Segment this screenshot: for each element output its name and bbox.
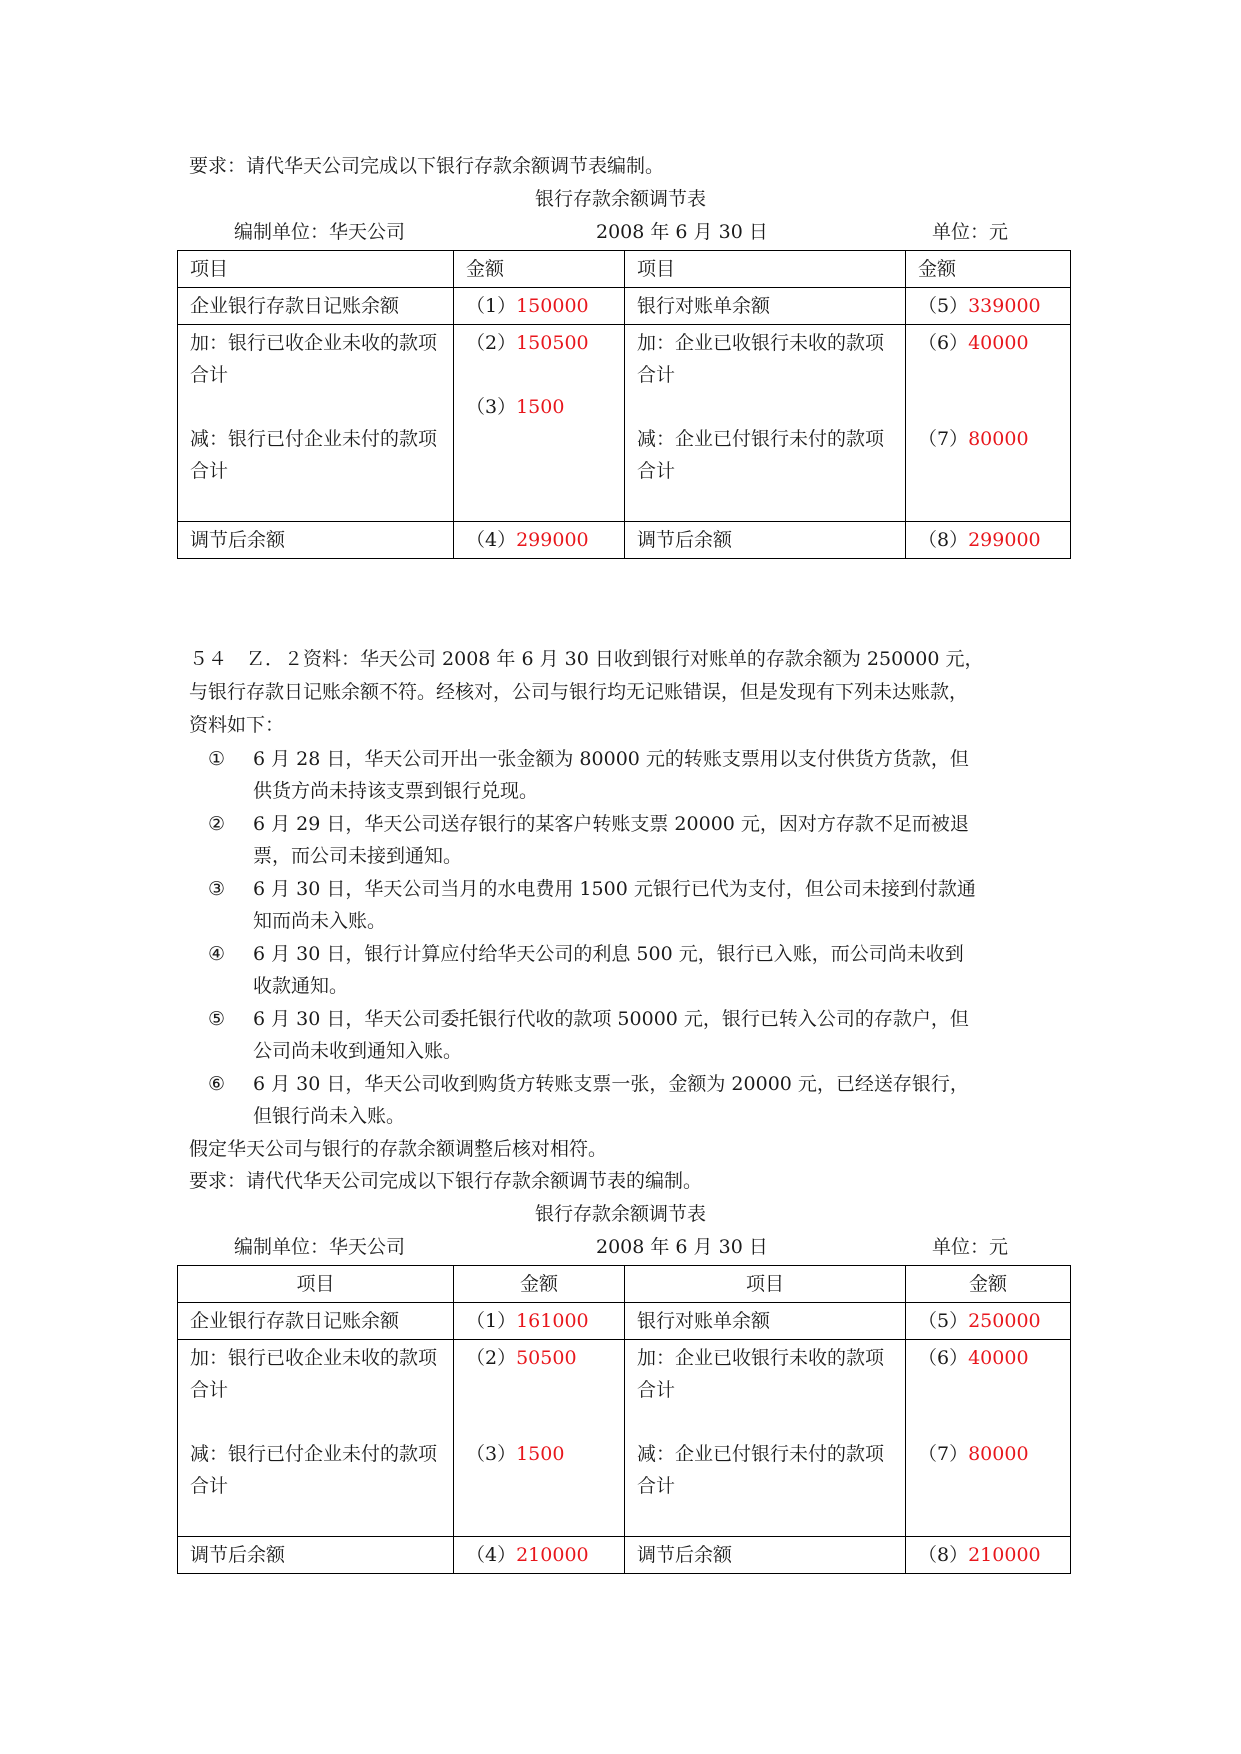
row-item-adjustments bbox=[178, 325, 454, 522]
row-amount-adjustments: （2）50500 （3）1500 bbox=[454, 1340, 625, 1537]
unit-left-1: 编制单位：华天公司 bbox=[234, 221, 406, 243]
answer-value: 250000 bbox=[968, 1310, 1041, 1332]
row-item: 调节后余额 bbox=[178, 522, 454, 559]
item-mark: ⑤ bbox=[208, 1008, 226, 1030]
answer-value: 299000 bbox=[516, 529, 589, 551]
answer-value: 210000 bbox=[968, 1544, 1041, 1566]
item-mark: ④ bbox=[208, 943, 226, 965]
date-2: 2008 年 6 月 30 日 bbox=[596, 1236, 768, 1258]
sub-item: 减：银行已付企业未付的款项合计 bbox=[190, 428, 438, 482]
header-item: 项目 bbox=[178, 251, 454, 288]
intro-line-3: 资料如下： bbox=[189, 714, 285, 736]
answer-value: 299000 bbox=[968, 529, 1041, 551]
answer-value: 339000 bbox=[968, 295, 1041, 317]
reconciliation-table-2 bbox=[177, 1265, 1071, 1574]
header-amount: 金额 bbox=[906, 1266, 1071, 1303]
table-header-row bbox=[178, 1266, 1071, 1303]
answer-value: 150000 bbox=[516, 295, 589, 317]
item-mark: ⑥ bbox=[208, 1073, 226, 1095]
header-item: 项目 bbox=[178, 1266, 454, 1303]
row-item: 银行对账单余额 bbox=[625, 1303, 906, 1340]
row-item: 调节后余额 bbox=[178, 1537, 454, 1574]
row-item-adjustments bbox=[625, 325, 906, 522]
header-item: 项目 bbox=[625, 251, 906, 288]
answer-value: 1500 bbox=[516, 396, 565, 418]
answer-value: 1500 bbox=[516, 1443, 565, 1465]
sub-item: 减：企业已付银行未付的款项合计 bbox=[637, 1443, 885, 1497]
add-item: 加：企业已收银行未收的款项合计 bbox=[637, 1347, 885, 1401]
row-amount-adjustments: （6）40000 （7）80000 bbox=[906, 325, 1071, 522]
add-item: 加：银行已收企业未收的款项合计 bbox=[190, 332, 438, 386]
intro-line-2: 与银行存款日记账余额不符。经核对，公司与银行均无记账错误，但是发现有下列未达账款， bbox=[189, 681, 969, 703]
item-mark: ① bbox=[208, 748, 226, 770]
answer-value: 40000 bbox=[968, 1347, 1029, 1369]
requirement-1: 要求：请代华天公司完成以下银行存款余额调节表编制。 bbox=[189, 155, 665, 177]
unit-right-1: 单位：元 bbox=[932, 221, 1009, 243]
row-amount-adjustments: （6）40000 （7）80000 bbox=[906, 1340, 1071, 1537]
intro-line-1: ５４ Ｚ．２资料：华天公司 2008 年 6 月 30 日收到银行对账单的存款余额为 250000 元， bbox=[189, 648, 984, 670]
header-item: 项目 bbox=[625, 1266, 906, 1303]
add-item: 加：企业已收银行未收的款项合计 bbox=[637, 332, 885, 386]
date-1: 2008 年 6 月 30 日 bbox=[596, 221, 768, 243]
table-row bbox=[178, 1340, 1071, 1537]
sub-item: 减：银行已付企业未付的款项合计 bbox=[190, 1443, 438, 1497]
row-amount: （5）250000 bbox=[906, 1303, 1071, 1340]
answer-value: 40000 bbox=[968, 332, 1029, 354]
table-row-total bbox=[178, 522, 1071, 559]
row-item: 调节后余额 bbox=[625, 522, 906, 559]
unit-right-2: 单位：元 bbox=[932, 1236, 1009, 1258]
table-row bbox=[178, 288, 1071, 325]
row-item: 调节后余额 bbox=[625, 1537, 906, 1574]
answer-value: 50500 bbox=[516, 1347, 577, 1369]
row-amount: （8）210000 bbox=[906, 1537, 1071, 1574]
row-item: 企业银行存款日记账余额 bbox=[178, 1303, 454, 1340]
row-item: 企业银行存款日记账余额 bbox=[178, 288, 454, 325]
row-amount-adjustments: （2）150500 （3）1500 bbox=[454, 325, 625, 522]
unit-left-2: 编制单位：华天公司 bbox=[234, 1236, 406, 1258]
row-item-adjustments bbox=[178, 1340, 454, 1537]
row-amount: （1）161000 bbox=[454, 1303, 625, 1340]
row-amount: （8）299000 bbox=[906, 522, 1071, 559]
table-title-1: 银行存款余额调节表 bbox=[534, 188, 706, 210]
header-amount: 金额 bbox=[454, 1266, 625, 1303]
answer-value: 150500 bbox=[516, 332, 589, 354]
table-row bbox=[178, 1303, 1071, 1340]
table-title-2: 银行存款余额调节表 bbox=[534, 1203, 706, 1225]
answer-value: 210000 bbox=[516, 1544, 589, 1566]
answer-value: 80000 bbox=[968, 428, 1029, 450]
header-amount: 金额 bbox=[906, 251, 1071, 288]
row-amount: （4）210000 bbox=[454, 1537, 625, 1574]
row-item-adjustments bbox=[625, 1340, 906, 1537]
reconciliation-table-1 bbox=[177, 250, 1071, 559]
table-row bbox=[178, 325, 1071, 522]
table-row-total bbox=[178, 1537, 1071, 1574]
assumption: 假定华天公司与银行的存款余额调整后核对相符。 bbox=[189, 1138, 608, 1160]
row-amount: （5）339000 bbox=[906, 288, 1071, 325]
row-amount: （4）299000 bbox=[454, 522, 625, 559]
requirement-2: 要求：请代代华天公司完成以下银行存款余额调节表的编制。 bbox=[189, 1170, 703, 1192]
answer-value: 161000 bbox=[516, 1310, 589, 1332]
header-amount: 金额 bbox=[454, 251, 625, 288]
sub-item: 减：企业已付银行未付的款项合计 bbox=[637, 428, 885, 482]
add-item: 加：银行已收企业未收的款项合计 bbox=[190, 1347, 438, 1401]
item-mark: ③ bbox=[208, 878, 226, 900]
row-item: 银行对账单余额 bbox=[625, 288, 906, 325]
answer-value: 80000 bbox=[968, 1443, 1029, 1465]
row-amount: （1）150000 bbox=[454, 288, 625, 325]
table-header-row bbox=[178, 251, 1071, 288]
item-mark: ② bbox=[208, 813, 226, 835]
